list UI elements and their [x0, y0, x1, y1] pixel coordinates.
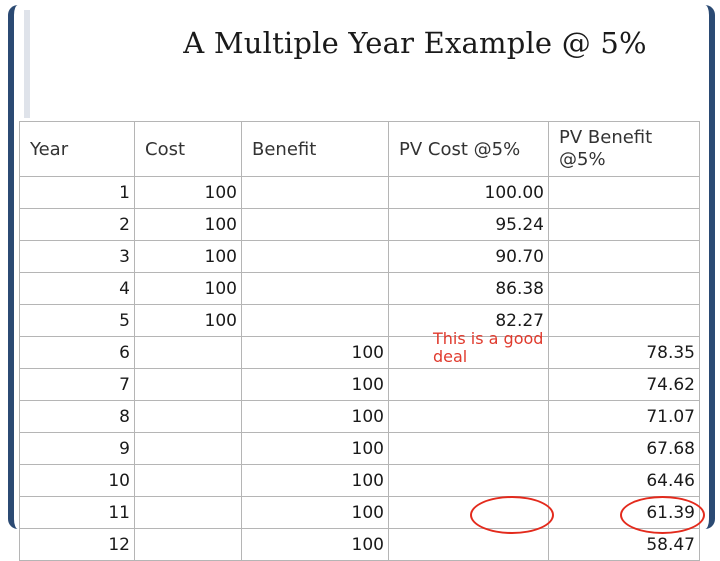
- cell-pv-cost: [389, 465, 549, 497]
- cell-benefit: [242, 241, 389, 273]
- cell-benefit: [242, 273, 389, 305]
- cell-year: 6: [20, 337, 135, 369]
- table-row: [20, 369, 700, 401]
- slide-title: A Multiple Year Example @ 5%: [183, 26, 647, 60]
- table-row: [20, 241, 700, 273]
- cell-pv-benefit: [549, 209, 700, 241]
- highlight-circle-pv-benefit: [620, 496, 705, 534]
- cell-year: 8: [20, 401, 135, 433]
- cell-pv-cost: 86.38: [389, 273, 549, 305]
- header-cost: Cost: [135, 122, 242, 177]
- table-row: [20, 305, 700, 337]
- cell-year: 5: [20, 305, 135, 337]
- header-pv-benefit: PV Benefit @5%: [549, 122, 700, 177]
- cell-pv-benefit: [549, 273, 700, 305]
- cell-pv-benefit: [549, 241, 700, 273]
- cell-pv-cost: [389, 401, 549, 433]
- cell-pv-cost: [389, 529, 549, 561]
- cell-pv-benefit: [549, 305, 700, 337]
- cell-year: 1: [20, 177, 135, 209]
- cell-year: 2: [20, 209, 135, 241]
- cell-year: 10: [20, 465, 135, 497]
- cell-benefit: [242, 209, 389, 241]
- cell-pv-cost: [389, 369, 549, 401]
- cell-benefit: [242, 177, 389, 209]
- cell-year: 4: [20, 273, 135, 305]
- cell-cost: [135, 337, 242, 369]
- cell-year: 7: [20, 369, 135, 401]
- cell-pv-cost: 82.27: [389, 305, 549, 337]
- cell-year: 12: [20, 529, 135, 561]
- cell-benefit: 100: [242, 433, 389, 465]
- cell-cost: [135, 465, 242, 497]
- table-row: [20, 273, 700, 305]
- cell-cost: 100: [135, 209, 242, 241]
- cell-cost: [135, 497, 242, 529]
- cell-pv-benefit: 61.39: [549, 497, 700, 529]
- table-row: [20, 465, 700, 497]
- cell-cost: 100: [135, 273, 242, 305]
- cell-year: 9: [20, 433, 135, 465]
- cell-benefit: 100: [242, 369, 389, 401]
- cell-pv-benefit: 67.68: [549, 433, 700, 465]
- table-body: [20, 177, 700, 561]
- header-benefit: Benefit: [242, 122, 389, 177]
- table-row: [20, 529, 700, 561]
- cell-year: 11: [20, 497, 135, 529]
- cell-cost: 100: [135, 305, 242, 337]
- cell-cost: [135, 401, 242, 433]
- cell-benefit: [242, 305, 389, 337]
- cell-cost: 100: [135, 177, 242, 209]
- cell-pv-benefit: 71.07: [549, 401, 700, 433]
- cell-cost: 100: [135, 241, 242, 273]
- highlight-circle-pv-cost: [470, 496, 554, 534]
- header-pv-cost: PV Cost @5%: [389, 122, 549, 177]
- table-row: [20, 337, 700, 369]
- cell-benefit: 100: [242, 497, 389, 529]
- cell-cost: [135, 529, 242, 561]
- pv-table: [19, 121, 700, 561]
- table-row: [20, 401, 700, 433]
- cell-cost: [135, 369, 242, 401]
- cell-benefit: 100: [242, 529, 389, 561]
- cell-pv-cost: [389, 433, 549, 465]
- table-row: [20, 497, 700, 529]
- cell-pv-cost: 90.70: [389, 241, 549, 273]
- cell-pv-benefit: 78.35: [549, 337, 700, 369]
- cell-year: 3: [20, 241, 135, 273]
- title-band: [24, 10, 704, 118]
- cell-pv-cost: 100.00: [389, 177, 549, 209]
- cell-benefit: 100: [242, 401, 389, 433]
- cell-pv-benefit: 64.46: [549, 465, 700, 497]
- annotation-text: This is a good deal: [433, 329, 544, 366]
- cell-pv-benefit: 74.62: [549, 369, 700, 401]
- cell-benefit: 100: [242, 337, 389, 369]
- cell-pv-benefit: 58.47: [549, 529, 700, 561]
- header-year: Year: [20, 122, 135, 177]
- table-row: [20, 209, 700, 241]
- cell-pv-cost: 95.24: [389, 209, 549, 241]
- cell-benefit: 100: [242, 465, 389, 497]
- table-header-row: [20, 122, 700, 177]
- cell-pv-benefit: [549, 177, 700, 209]
- table-row: [20, 433, 700, 465]
- table-row: [20, 177, 700, 209]
- cell-cost: [135, 433, 242, 465]
